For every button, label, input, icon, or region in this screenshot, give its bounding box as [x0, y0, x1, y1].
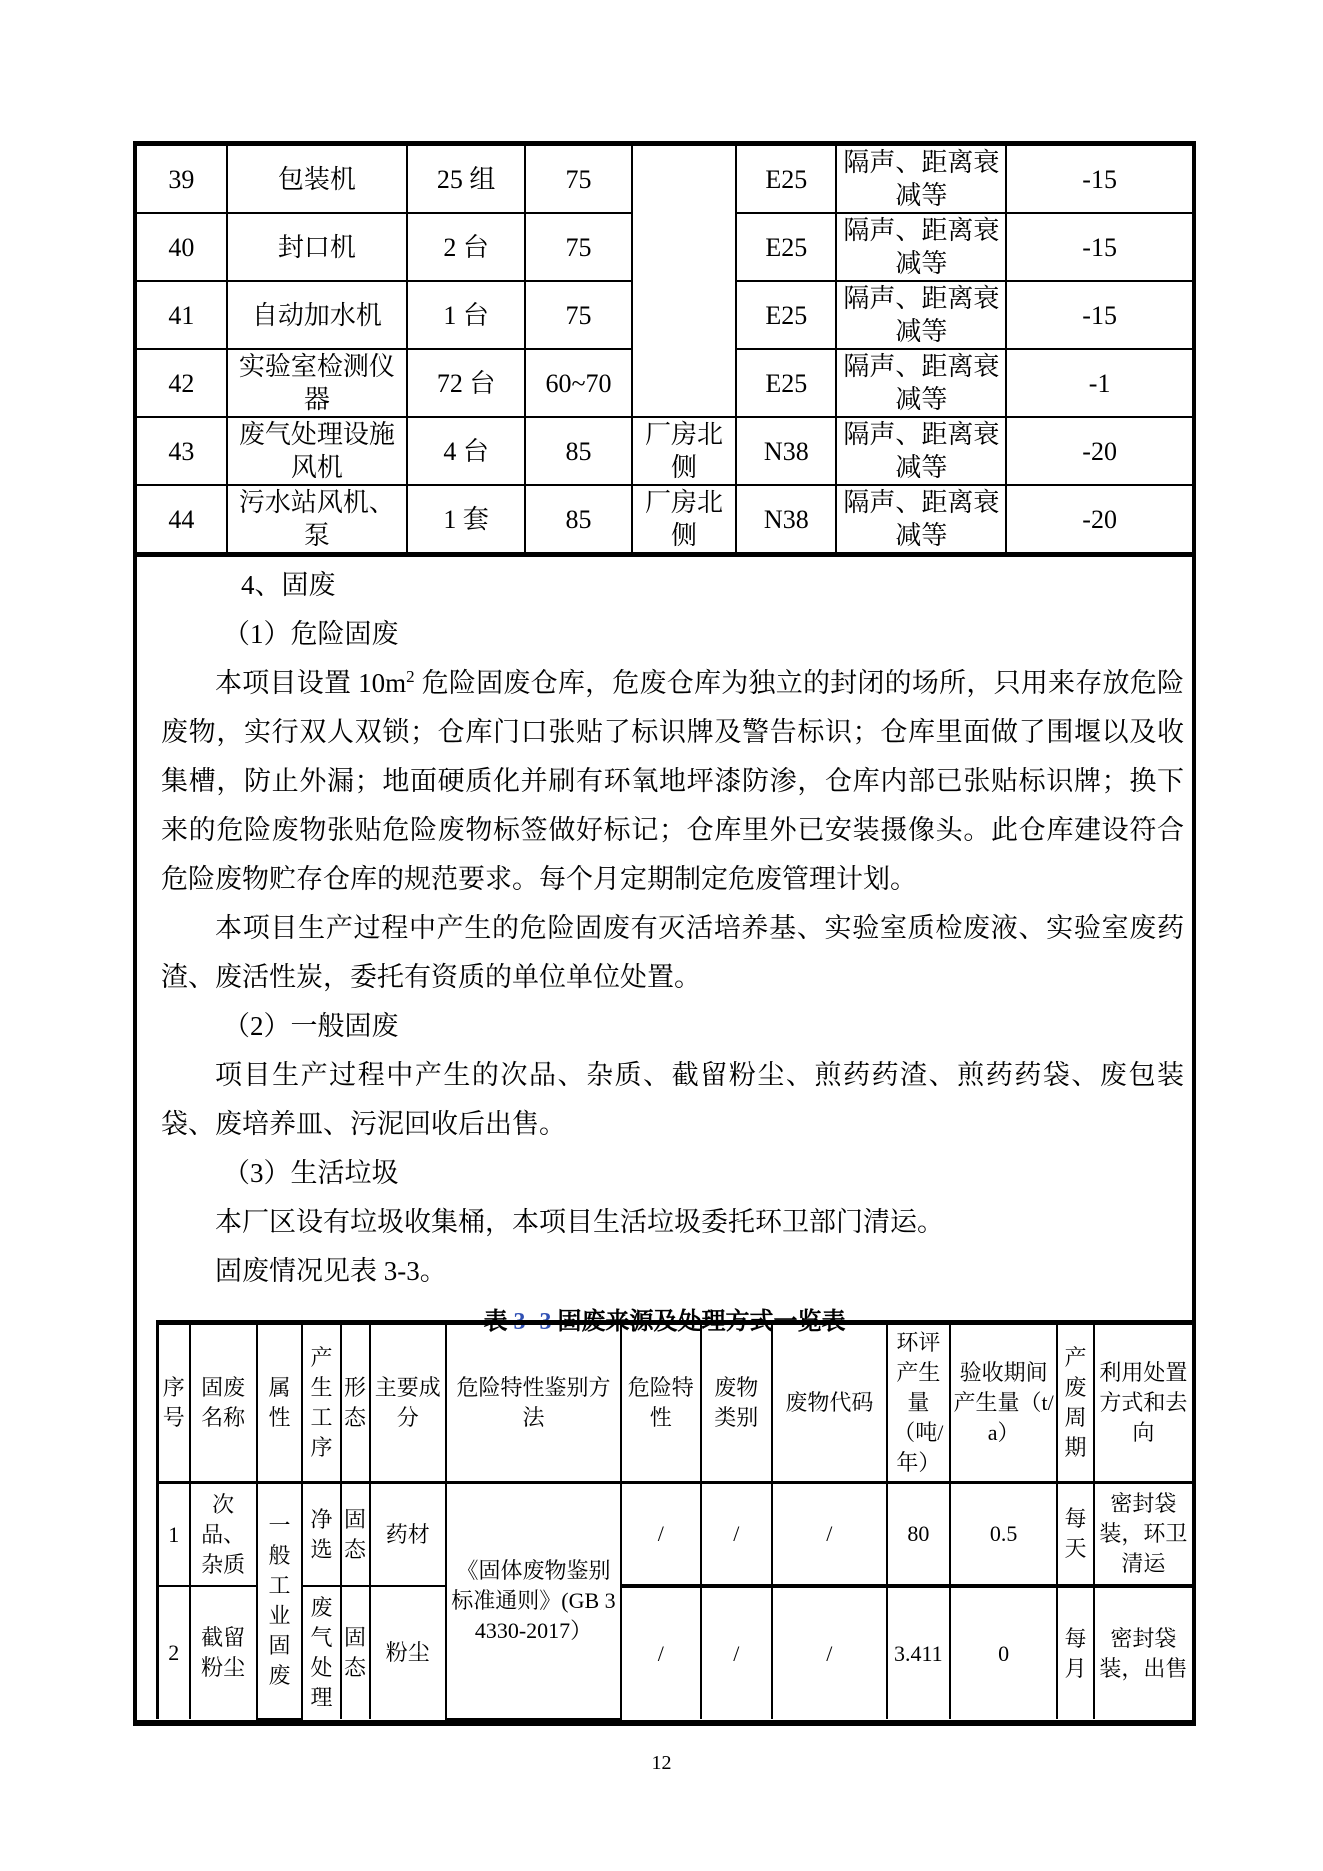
cell-equipment-name: 废气处理设施风机 — [227, 417, 407, 485]
cell-noise-level: 75 — [525, 281, 632, 349]
paragraph-text: 危险固废仓库，危废仓库为独立的封闭的场所，只用来存放危险废物，实行双人双锁；仓库门口张贴了标识牌及警告标识；仓库里面做了围堰以及收集槽，防止外漏；地面硬质化并刷有环氧地坪漆防渗，仓库内部已张贴标识牌；换下来的危险废物张贴危险废物标签做好标记；仓库里外已安装摄像头。此仓库建设符合危险废物贮存仓库的规范要求。每个月定期制定危废管理计划。 — [161, 668, 1184, 894]
cell-location-merged — [632, 146, 736, 417]
cell-measure: 隔声、距离衰减等 — [836, 281, 1006, 349]
header-component: 主要成分 — [370, 1323, 447, 1483]
cell-acceptance-amount: 0 — [950, 1586, 1058, 1719]
cell-process: 净选 — [302, 1483, 340, 1587]
cell-correction: -20 — [1006, 417, 1192, 485]
cell-no: 1 — [158, 1483, 190, 1587]
table-row — [137, 146, 1192, 213]
header-hazard: 危险特性 — [621, 1323, 701, 1483]
cell-component: 粉尘 — [370, 1586, 447, 1719]
cell-equipment-name: 封口机 — [227, 213, 407, 281]
cell-equipment-name: 自动加水机 — [227, 281, 407, 349]
cell-form: 固态 — [341, 1586, 370, 1719]
header-eia-amount: 环评产生量（吨/年） — [887, 1323, 950, 1483]
cell-equipment-name: 实验室检测仪器 — [227, 349, 407, 417]
cell-cycle: 每月 — [1057, 1586, 1093, 1719]
cell-source-code: E25 — [736, 349, 836, 417]
cell-quantity: 1 套 — [407, 485, 525, 555]
cell-measure: 隔声、距离衰减等 — [836, 417, 1006, 485]
table-row — [158, 1586, 1193, 1719]
paragraph-see-table: 固废情况见表 3-3。 — [215, 1256, 447, 1286]
cell-noise-level: 85 — [525, 485, 632, 555]
waste-table — [156, 1320, 1192, 1720]
cell-code: / — [772, 1483, 887, 1587]
cell-location: 厂房北侧 — [632, 485, 736, 555]
cell-quantity: 4 台 — [407, 417, 525, 485]
cell-correction: -20 — [1006, 485, 1192, 555]
cell-row-no: 44 — [137, 485, 227, 555]
cell-measure: 隔声、距离衰减等 — [836, 349, 1006, 417]
section-heading: 4、固废 — [241, 570, 336, 600]
subsection-heading-3: （3）生活垃圾 — [223, 1158, 399, 1188]
header-method: 危险特性鉴别方法 — [446, 1323, 621, 1483]
table3-title-prefix: 表 — [483, 1309, 514, 1335]
section-frame — [133, 141, 1196, 1726]
cell-quantity: 1 台 — [407, 281, 525, 349]
cell-eia-amount: 80 — [887, 1483, 950, 1587]
cell-source-code: N38 — [736, 417, 836, 485]
paragraph-hazardous-waste — [161, 659, 1184, 904]
cell-row-no: 40 — [137, 213, 227, 281]
cell-noise-level: 75 — [525, 146, 632, 213]
header-form: 形态 — [341, 1323, 370, 1483]
table3-title-text: 固废来源及处理方式一览表 — [551, 1309, 846, 1335]
waste-table-wrap — [156, 1320, 1192, 1720]
subsection-heading-1: （1）危险固废 — [223, 619, 399, 649]
cell-correction: -15 — [1006, 281, 1192, 349]
cell-noise-level: 85 — [525, 417, 632, 485]
cell-location: 厂房北侧 — [632, 417, 736, 485]
paragraph-general-waste: 项目生产过程中产生的次品、杂质、截留粉尘、煎药药渣、煎药药袋、废包装袋、废培养皿、污泥回收后出售。 — [161, 1060, 1184, 1139]
cell-correction: -15 — [1006, 146, 1192, 213]
cell-hazard: / — [621, 1586, 701, 1719]
cell-process: 废气处理 — [302, 1586, 340, 1719]
header-disposal: 利用处置方式和去向 — [1094, 1323, 1192, 1483]
cell-acceptance-amount: 0.5 — [950, 1483, 1058, 1587]
header-process: 产生工序 — [302, 1323, 340, 1483]
header-category: 废物类别 — [701, 1323, 772, 1483]
subsection-heading-2: （2）一般固废 — [223, 1011, 399, 1041]
cell-row-no: 39 — [137, 146, 227, 213]
cell-category: / — [701, 1586, 772, 1719]
cell-source-code: E25 — [736, 213, 836, 281]
cell-waste-name: 次品、杂质 — [190, 1483, 257, 1587]
solid-waste-section — [137, 557, 1192, 1296]
cell-equipment-name: 污水站风机、泵 — [227, 485, 407, 555]
cell-measure: 隔声、距离衰减等 — [836, 213, 1006, 281]
cell-category: / — [701, 1483, 772, 1587]
paragraph-hazardous-types: 本项目生产过程中产生的危险固废有灭活培养基、实验室质检废液、实验室废药渣、废活性炭，委托有资质的单位单位处置。 — [161, 913, 1184, 992]
cell-no: 2 — [158, 1586, 190, 1719]
cell-eia-amount: 3.411 — [887, 1586, 950, 1719]
table3-title-number: 3- 3 — [513, 1309, 552, 1335]
noise-table — [137, 146, 1192, 557]
cell-row-no: 41 — [137, 281, 227, 349]
paragraph-text: 本项目设置 10m — [215, 668, 407, 698]
header-no: 序号 — [158, 1323, 190, 1483]
cell-measure: 隔声、距离衰减等 — [836, 485, 1006, 555]
cell-method-merged: 《固体废物鉴别标准通则》(GB 34330-2017） — [446, 1483, 621, 1720]
cell-quantity: 25 组 — [407, 146, 525, 213]
cell-source-code: E25 — [736, 281, 836, 349]
page-number: 12 — [651, 1752, 672, 1774]
superscript: 2 — [406, 667, 415, 686]
paragraph-domestic-garbage: 本厂区设有垃圾收集桶，本项目生活垃圾委托环卫部门清运。 — [215, 1207, 944, 1237]
cell-quantity: 72 台 — [407, 349, 525, 417]
cell-component: 药材 — [370, 1483, 447, 1587]
cell-row-no: 42 — [137, 349, 227, 417]
cell-correction: -15 — [1006, 213, 1192, 281]
cell-noise-level: 60~70 — [525, 349, 632, 417]
cell-waste-name: 截留粉尘 — [190, 1586, 257, 1719]
cell-attribute-merged: 一般工业固废 — [257, 1483, 303, 1720]
cell-noise-level: 75 — [525, 213, 632, 281]
header-attribute: 属性 — [257, 1323, 303, 1483]
cell-source-code: N38 — [736, 485, 836, 555]
cell-correction: -1 — [1006, 349, 1192, 417]
cell-hazard: / — [621, 1483, 701, 1587]
table-header-row — [158, 1323, 1193, 1483]
header-waste-name: 固废名称 — [190, 1323, 257, 1483]
table-row — [158, 1483, 1193, 1587]
header-cycle: 产废周期 — [1057, 1323, 1093, 1483]
cell-measure: 隔声、距离衰减等 — [836, 146, 1006, 213]
cell-source-code: E25 — [736, 146, 836, 213]
cell-form: 固态 — [341, 1483, 370, 1587]
table-row — [137, 417, 1192, 485]
cell-equipment-name: 包装机 — [227, 146, 407, 213]
header-code: 废物代码 — [772, 1323, 887, 1483]
cell-disposal: 密封袋装，出售 — [1094, 1586, 1192, 1719]
table-row — [137, 485, 1192, 555]
cell-code: / — [772, 1586, 887, 1719]
cell-disposal: 密封袋装，环卫清运 — [1094, 1483, 1192, 1587]
cell-quantity: 2 台 — [407, 213, 525, 281]
cell-cycle: 每天 — [1057, 1483, 1093, 1587]
header-acceptance-amount: 验收期间产生量（t/a） — [950, 1323, 1058, 1483]
cell-row-no: 43 — [137, 417, 227, 485]
